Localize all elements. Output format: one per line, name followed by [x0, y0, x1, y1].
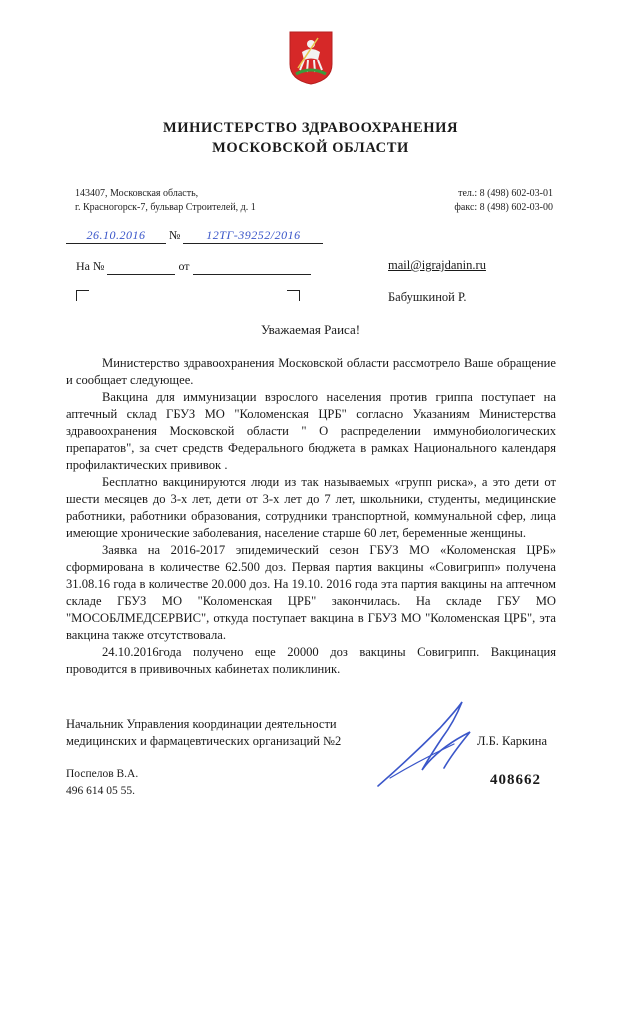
number-sign: № [169, 228, 181, 242]
signatory-name: Л.Б. Каркина [477, 734, 548, 748]
paragraph-1: Министерство здравоохранения Московской области рассмотрело Ваше обращение и сообщает следующее. [66, 356, 556, 387]
phone-number: тел.: 8 (498) 602-03-01 [458, 188, 553, 199]
fax-number: факс: 8 (498) 602-03-00 [454, 202, 553, 213]
greeting: Уважаемая Раиса! [260, 322, 361, 337]
address-line2: г. Красногорск-7, бульвар Строителей, д. 1 [75, 202, 256, 213]
registration-line [66, 228, 334, 244]
handwritten-signature [370, 698, 490, 790]
paragraph-5: 24.10.2016года получено еще 20000 доз вакцины Совигрипп. Вакцинация проводится в прививочных кабинетах поликлиник. [66, 645, 556, 676]
signatory-title-line2: медицинских и фармацевтических организаций №2 [66, 734, 342, 748]
moscow-region-emblem-icon [288, 30, 334, 86]
paragraph-4: Заявка на 2016-2017 эпидемический сезон ГБУЗ МО «Коломенская ЦРБ» сформирована в количестве 62.500 доз. Первая партия вакцины «Совигрипп» получена 31.08.16 года в количестве 20.000 доз. На 19.10. 2016 года эта партия вакцины на аптечном складе ГБУЗ МО "Коломенская ЦРБ" закончилась. На складе ГБУ МО "МОСОБЛМЕДСЕРВИС", откуда поступает вакцина в ГБУЗ МО "Коломенская ЦРБ", эта вакцина также отсутствовала. [66, 543, 556, 642]
executor-phone: 496 614 05 55. [66, 785, 135, 797]
executor-name: Поспелов В.А. [66, 768, 139, 780]
ministry-name-line1: МИНИСТЕРСТВО ЗДРАВООХРАНЕНИЯ [162, 120, 459, 136]
ministry-name-line2: МОСКОВСКОЙ ОБЛАСТИ [212, 140, 409, 156]
address-corner-left [76, 290, 89, 301]
letter-body [66, 355, 556, 678]
paragraph-3: Бесплатно вакцинируются люди из так называемых «групп риска», а это дети от шести месяцев до 3-х лет, дети от 3-х лет до 7 лет, школьники, студенты, медицинские работники, работники образования, сотрудники транспортной, коммунальной сфер, лица имеющие хронические заболевания, население старше 60 лет, беременные женщины. [66, 475, 556, 540]
recipient-name: Бабушкиной Р. [388, 290, 467, 304]
ref-label: На № [76, 259, 105, 273]
signatory-title-line1: Начальник Управления координации деятельности [66, 717, 337, 731]
recipient-email[interactable]: mail@igrajdanin.ru [388, 258, 486, 272]
address-line1: 143407, Московская область, [75, 188, 199, 199]
ref-from-label: от [178, 259, 190, 273]
registration-stamp-number: 408662 [490, 772, 541, 788]
reference-line [76, 259, 311, 275]
registration-number: 12ТГ-39252/2016 [183, 228, 323, 244]
address-corner-right [287, 290, 300, 301]
paragraph-2: Вакцина для иммунизации взрослого населения против гриппа поступает на аптечный склад ГБУЗ МО "Коломенская ЦРБ" согласно Указаниям Министерства здравоохранения Московской области " О распределении иммунобиологических препаратов", за счет средств Федерального бюджета в рамках Национального календаря профилактических прививок . [66, 390, 556, 472]
registration-date: 26.10.2016 [66, 228, 166, 244]
